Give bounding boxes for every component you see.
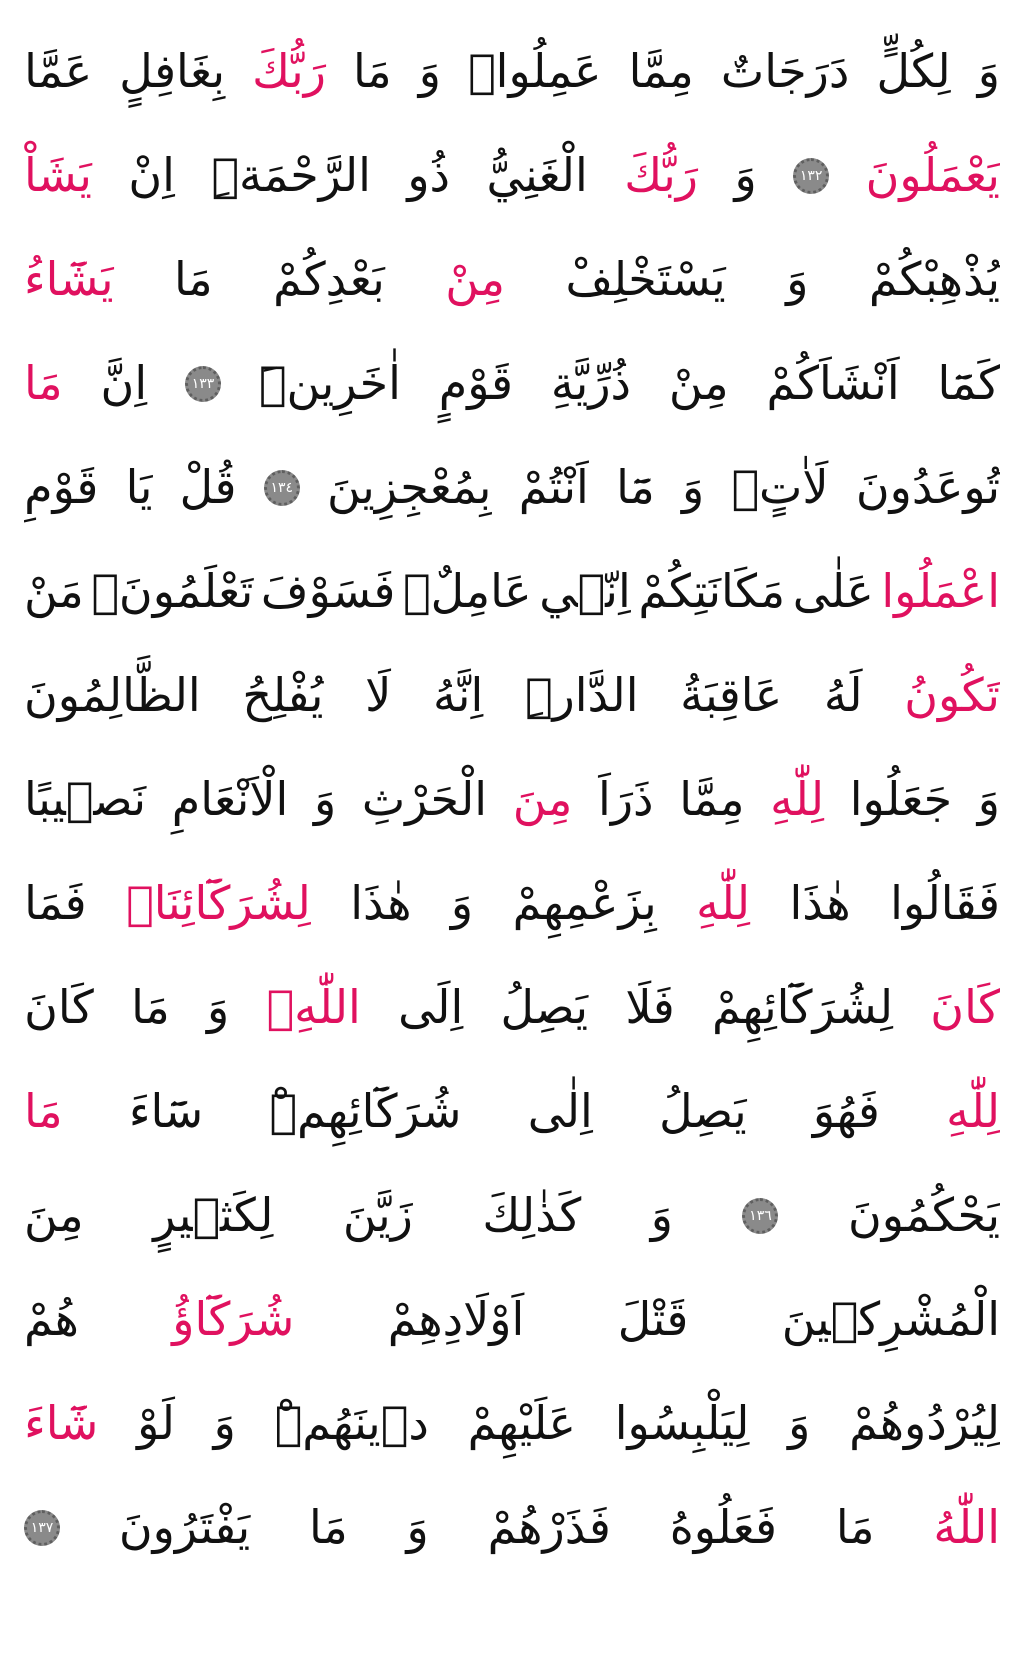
word: وَ bbox=[650, 1188, 673, 1243]
word: يَحْكُمُونَ bbox=[847, 1188, 1000, 1243]
highlighted-word: شُرَكَٓاؤُ bbox=[172, 1292, 295, 1347]
verse-line bbox=[24, 1268, 1000, 1372]
highlighted-word: يَشَٓاءُ bbox=[24, 252, 114, 307]
word: الْمُشْرِك۪ينَ bbox=[781, 1292, 1000, 1347]
word: وَ bbox=[313, 772, 337, 827]
word: وَ bbox=[788, 1396, 811, 1451]
verse-line bbox=[24, 436, 1000, 540]
word: اَنْشَاَكُمْ bbox=[766, 356, 900, 411]
word: وَ bbox=[418, 44, 441, 99]
verse-line bbox=[24, 852, 1000, 956]
word: اِنَّهُ bbox=[433, 668, 484, 723]
word: هٰذَا bbox=[350, 876, 412, 931]
word: اِنّ۪ي bbox=[539, 564, 631, 619]
verse-line bbox=[24, 748, 1000, 852]
word: هٰذَا bbox=[789, 876, 851, 931]
verse-line bbox=[24, 228, 1000, 332]
highlighted-word: مَا bbox=[24, 356, 63, 411]
highlighted-word: تَكُونُ bbox=[904, 668, 1000, 723]
highlighted-word: اللّٰهِۚ bbox=[266, 980, 361, 1035]
word: عَامِلٌۚ bbox=[403, 564, 532, 619]
verse-line bbox=[24, 332, 1000, 436]
word: جَعَلُوا bbox=[849, 772, 953, 827]
word: مَا bbox=[131, 980, 170, 1035]
word: قَوْمٍ bbox=[438, 356, 513, 411]
word: وَ bbox=[734, 148, 757, 203]
word: بَعْدِكُمْ bbox=[273, 252, 385, 307]
word: مِنْ bbox=[668, 356, 729, 411]
word: وَ bbox=[786, 252, 809, 307]
word: كَانَ bbox=[24, 980, 94, 1035]
ayah-number-marker: ١٣٣ bbox=[185, 366, 221, 402]
word: بِغَافِلٍ bbox=[119, 44, 226, 99]
word: مِنَ bbox=[24, 1188, 84, 1243]
word: هُمْ bbox=[24, 1292, 79, 1347]
word: اَوْلَادِهِمْ bbox=[387, 1292, 525, 1347]
word: اِلٰى bbox=[527, 1084, 593, 1139]
word: فَعَلُوهُ bbox=[669, 1500, 777, 1555]
word: يَصِلُ bbox=[659, 1084, 747, 1139]
word: مِمَّا bbox=[628, 44, 694, 99]
highlighted-word: رَبُّكَ bbox=[252, 44, 326, 99]
word: وَ bbox=[406, 1500, 429, 1555]
word: قَوْمِ bbox=[24, 460, 99, 515]
word: فَلَا bbox=[625, 980, 675, 1035]
word: يَفْتَرُونَ bbox=[118, 1500, 251, 1555]
word: لَوْ bbox=[137, 1396, 175, 1451]
highlighted-word: رَبُّكَ bbox=[624, 148, 698, 203]
word: اِلَى bbox=[398, 980, 464, 1035]
word: مَكَانَتِكُمْ bbox=[638, 564, 786, 619]
word: ذُرِّيَّةِ bbox=[550, 356, 632, 411]
word: وَ bbox=[207, 980, 230, 1035]
word: عَلَيْهِمْ bbox=[467, 1396, 576, 1451]
word: عَاقِبَةُ bbox=[680, 668, 783, 723]
verse-line bbox=[24, 956, 1000, 1060]
highlighted-word: لِلّٰهِ bbox=[770, 772, 825, 827]
word: تُوعَدُونَ bbox=[855, 460, 1000, 515]
word: مَنْ bbox=[24, 564, 84, 619]
word: وَ bbox=[450, 876, 474, 931]
verse-line bbox=[24, 1372, 1000, 1476]
word: اِنْ bbox=[128, 148, 175, 203]
word: عَمَّا bbox=[24, 44, 93, 99]
highlighted-word: لِشُرَكَٓائِنَاۚ bbox=[126, 876, 311, 931]
highlighted-word: لِلّٰهِ bbox=[696, 876, 751, 931]
word: ذُو bbox=[407, 148, 451, 203]
word: وَ bbox=[977, 772, 1000, 827]
word: يَسْتَخْلِفْ bbox=[565, 252, 726, 307]
word: وَ bbox=[977, 44, 1000, 99]
word: كَذٰلِكَ bbox=[482, 1188, 582, 1243]
verse-line bbox=[24, 540, 1000, 644]
word: د۪ينَهُمْۜ bbox=[274, 1396, 429, 1451]
word: مَا bbox=[353, 44, 392, 99]
word: ذَرَاَ bbox=[598, 772, 654, 827]
word: الرَّحْمَةِۜ bbox=[211, 148, 371, 203]
word: اَنْتُمْ bbox=[518, 460, 589, 515]
word: فَمَا bbox=[24, 876, 87, 931]
verse-line bbox=[24, 644, 1000, 748]
word: سَٓاءَ bbox=[128, 1084, 204, 1139]
word: قُلْ bbox=[179, 460, 237, 515]
word: لِيَلْبِسُوا bbox=[614, 1396, 750, 1451]
word: شُرَكَٓائِهِمْۜ bbox=[269, 1084, 462, 1139]
word: الظَّالِمُونَ bbox=[24, 668, 201, 723]
verse-line bbox=[24, 1476, 1000, 1580]
word: فَذَرْهُمْ bbox=[487, 1500, 611, 1555]
highlighted-word: اعْمَلُوا bbox=[881, 564, 1000, 619]
word: مَا bbox=[309, 1500, 348, 1555]
word: قَتْلَ bbox=[617, 1292, 689, 1347]
highlighted-word: مِنْ bbox=[445, 252, 505, 307]
word: يُذْهِبْكُمْ bbox=[868, 252, 1000, 307]
word: نَص۪يبًا bbox=[24, 772, 147, 827]
word: زَيَّنَ bbox=[342, 1188, 413, 1243]
verse-line bbox=[24, 1164, 1000, 1268]
word: يَصِلُ bbox=[500, 980, 589, 1035]
word: فَهُوَ bbox=[812, 1084, 880, 1139]
word: عَمِلُواۜ bbox=[468, 44, 602, 99]
highlighted-word: مِنَ bbox=[512, 772, 573, 827]
word: كَمَٓا bbox=[937, 356, 1000, 411]
word: الْحَرْثِ bbox=[361, 772, 488, 827]
word: وَ bbox=[681, 460, 705, 515]
word: لِيُرْدُوهُمْ bbox=[849, 1396, 1000, 1451]
verse-line bbox=[24, 124, 1000, 228]
word: لِكَث۪يرٍ bbox=[153, 1188, 274, 1243]
word: يُفْلِحُ bbox=[242, 668, 324, 723]
word: مَا bbox=[835, 1500, 875, 1555]
word: اِنَّ bbox=[100, 356, 148, 411]
highlighted-word: يَشَاْ bbox=[24, 148, 92, 203]
highlighted-word: اللّٰهُ bbox=[933, 1500, 1000, 1555]
word: اٰخَرِينَۜ bbox=[258, 356, 401, 411]
word: تَعْلَمُونَۙ bbox=[91, 564, 254, 619]
word: لَا bbox=[365, 668, 392, 723]
word: الْاَنْعَامِ bbox=[171, 772, 289, 827]
word: يَا bbox=[125, 460, 153, 515]
word: وَ bbox=[213, 1396, 236, 1451]
word: مِمَّا bbox=[679, 772, 745, 827]
ayah-number-marker: ١٣٧ bbox=[24, 1510, 60, 1546]
word: بِزَعْمِهِمْ bbox=[512, 876, 657, 931]
word: فَقَالُوا bbox=[890, 876, 1000, 931]
ayah-number-marker: ١٣٤ bbox=[264, 470, 300, 506]
verse-line bbox=[24, 1060, 1000, 1164]
highlighted-word: كَانَ bbox=[930, 980, 1000, 1035]
highlighted-word: شَٓاءَ bbox=[24, 1396, 99, 1451]
ayah-number-marker: ١٣٢ bbox=[793, 158, 829, 194]
highlighted-word: لِلّٰهِ bbox=[946, 1084, 1000, 1139]
word: لَهُ bbox=[823, 668, 863, 723]
word: الْغَنِيُّ bbox=[486, 148, 588, 203]
word: دَرَجَاتٌ bbox=[720, 44, 850, 99]
ayah-number-marker: ١٣٦ bbox=[742, 1198, 778, 1234]
verse-line bbox=[24, 20, 1000, 124]
word: فَسَوْفَ bbox=[260, 564, 396, 619]
word: الدَّارِۜ bbox=[524, 668, 639, 723]
word: لِشُرَكَٓائِهِمْ bbox=[712, 980, 894, 1035]
word: مَٓا bbox=[616, 460, 655, 515]
word: عَلٰى bbox=[792, 564, 874, 619]
word: مَا bbox=[174, 252, 213, 307]
highlighted-word: يَعْمَلُونَ bbox=[865, 148, 1000, 203]
highlighted-word: مَا bbox=[24, 1084, 63, 1139]
word: لِكُلٍّ bbox=[876, 44, 951, 99]
word: لَاٰتٍۙ bbox=[731, 460, 829, 515]
word: بِمُعْجِزِينَ bbox=[327, 460, 492, 515]
